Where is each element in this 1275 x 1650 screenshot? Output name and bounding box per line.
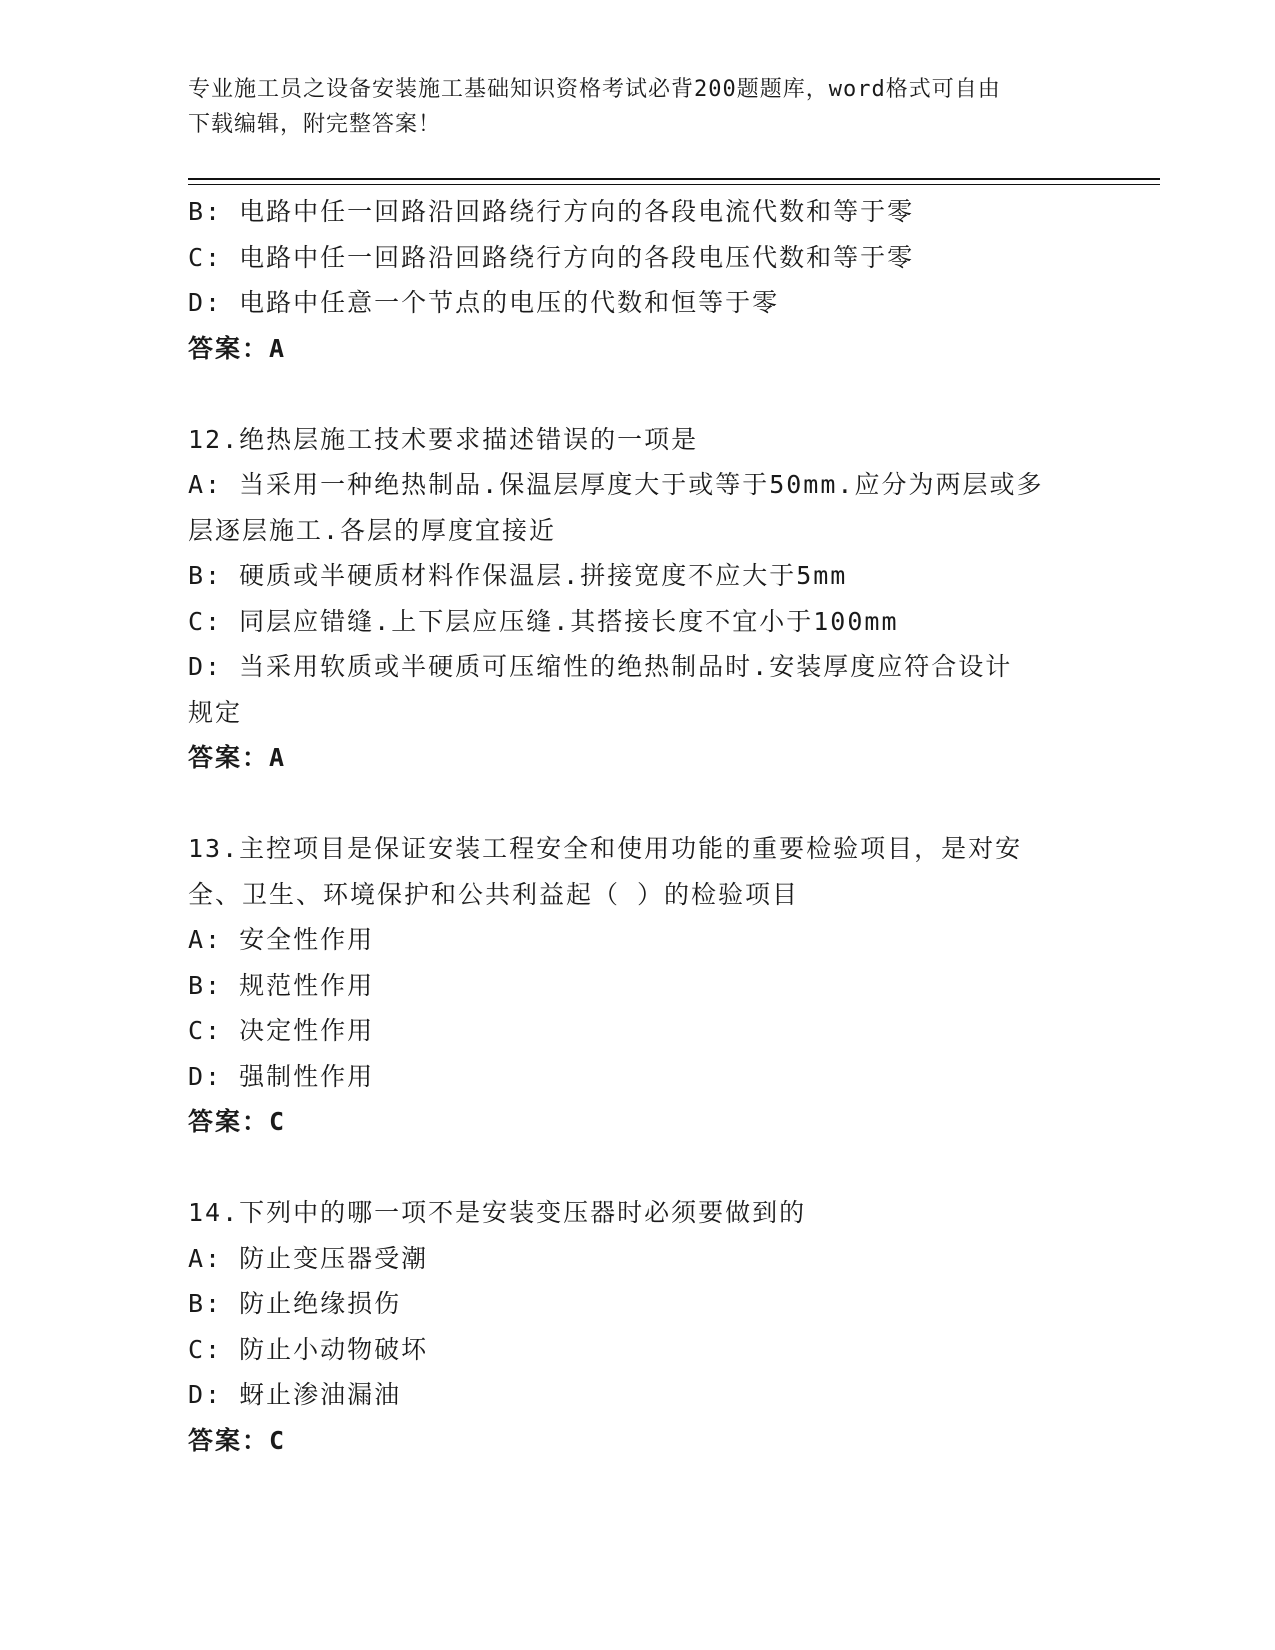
option-a: A: 防止变压器受潮 [188, 1243, 429, 1273]
option-b: B: 硬质或半硬质材料作保温层.拼接宽度不应大于5mm [188, 561, 848, 590]
option-b: B: 电路中任一回路沿回路绕行方向的各段电流代数和等于零 [188, 197, 915, 226]
question-12 [188, 417, 1088, 781]
question-text: 14.下列中的哪一项不是安装变压器时必须要做到的 [188, 1198, 807, 1227]
option-d: D: 蚜止渗油漏油 [188, 1380, 402, 1409]
spacer [188, 781, 1088, 827]
answer-line: 答案：A [188, 743, 287, 772]
option-b: B: 防止绝缘损伤 [188, 1289, 402, 1318]
option-d-line-2: 规定 [188, 697, 243, 727]
answer-line: 答案：C [188, 1425, 287, 1455]
question-text-line-1: 13.主控项目是保证安装工程安全和使用功能的重要检验项目，是对安 [188, 834, 1023, 863]
question-11 [188, 189, 1088, 371]
header-title-line-1: 专业施工员之设备安装施工基础知识资格考试必背200题题库，word格式可自由 [188, 77, 1001, 102]
answer-line: 答案：A [188, 333, 287, 363]
option-c: C: 防止小动物破坏 [188, 1334, 429, 1364]
answer-line: 答案：C [188, 1107, 287, 1136]
option-c: C: 决定性作用 [188, 1016, 375, 1045]
header-divider-thin [188, 184, 1160, 185]
header-divider-thick [188, 178, 1160, 180]
question-list [188, 189, 1088, 1463]
option-a-line-1: A: 当采用一种绝热制品.保温层厚度大于或等于50mm.应分为两层或多 [188, 470, 1044, 499]
option-a-line-2: 层逐层施工.各层的厚度宜接近 [188, 515, 557, 545]
option-b: B: 规范性作用 [188, 970, 375, 1000]
document-header [188, 72, 1088, 142]
option-d: D: 电路中任意一个节点的电压的代数和恒等于零 [188, 288, 780, 317]
option-a: A: 安全性作用 [188, 925, 375, 954]
header-title-line-2: 下载编辑，附完整答案！ [188, 112, 442, 137]
spacer [188, 371, 1088, 417]
spacer [188, 1145, 1088, 1191]
option-c: C: 电路中任一回路沿回路绕行方向的各段电压代数和等于零 [188, 242, 915, 272]
question-14 [188, 1190, 1088, 1463]
option-d: D: 强制性作用 [188, 1061, 375, 1091]
option-d-line-1: D: 当采用软质或半硬质可压缩性的绝热制品时.安装厚度应符合设计 [188, 652, 1013, 681]
option-c: C: 同层应错缝.上下层应压缝.其搭接长度不宜小于100mm [188, 606, 899, 636]
question-text: 12.绝热层施工技术要求描述错误的一项是 [188, 424, 699, 454]
question-text-line-2: 全、卫生、环境保护和公共利益起（ ）的检验项目 [188, 879, 800, 909]
question-13 [188, 826, 1088, 1145]
